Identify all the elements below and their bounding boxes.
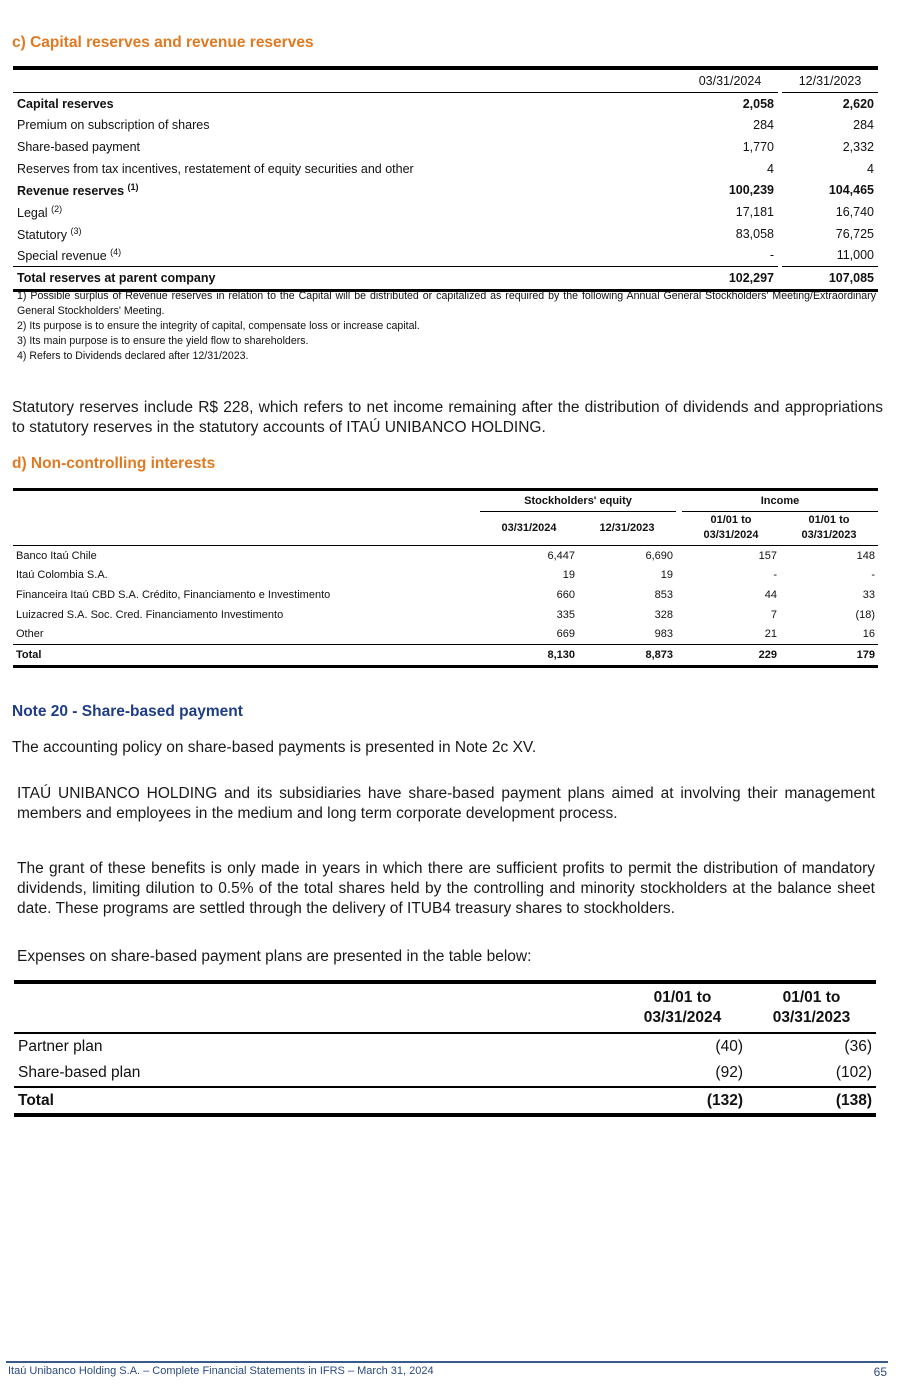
footnote-2: 2) Its purpose is to ensure the integrity of capital, compensate loss or increase capital. — [17, 320, 420, 332]
table-row — [14, 1060, 876, 1087]
share-based-expenses-table — [14, 980, 876, 1117]
row-label: Share-based plan — [18, 1064, 141, 1081]
table-row — [13, 223, 878, 245]
column-header: 03/31/2024 — [682, 68, 778, 92]
cell-value: 11,000 — [782, 245, 878, 267]
cell-value: 148 — [856, 549, 875, 562]
cell-value: 853 — [654, 589, 673, 602]
cell-value: 19 — [562, 569, 575, 582]
table-row — [13, 92, 878, 114]
cell-value: 6,690 — [645, 549, 673, 562]
statutory-paragraph: Statutory reserves include R$ 228, which refers to net income remaining after the distribution of dividends and appropriations to statutory reserves in the statutory accounts of ITAÚ UNIBANCO HOLDING. — [12, 399, 883, 436]
cell-value: - — [871, 569, 875, 582]
cell-value: 44 — [764, 589, 777, 602]
section-d-title: d) Non-controlling interests — [12, 455, 216, 472]
footnote-ref: (4) — [110, 247, 122, 258]
cell-value: 179 — [856, 648, 875, 661]
cell-value: 6,447 — [547, 549, 575, 562]
row-label: Premium on subscription of shares — [17, 118, 210, 133]
note-20-paragraph-3: Expenses on share-based payment plans are presented in the table below: — [17, 948, 532, 965]
footer-rule — [6, 1361, 888, 1363]
row-label: Total — [18, 1091, 54, 1109]
footer-text: Itaú Unibanco Holding S.A. – Complete Financial Statements in IFRS – March 31, 2024 — [8, 1365, 434, 1377]
cell-value: (92) — [715, 1064, 743, 1081]
header-line: 03/31/2024 — [643, 1009, 722, 1026]
footnote-ref: (2) — [51, 203, 63, 214]
cell-value: (40) — [715, 1038, 743, 1055]
footnote-3: 3) Its main purpose is to ensure the yield flow to shareholders. — [17, 335, 309, 347]
row-label: Special revenue — [17, 249, 107, 264]
cell-value: (132) — [706, 1091, 743, 1109]
row-label: Revenue reserves — [17, 184, 125, 199]
cell-value: 335 — [556, 608, 575, 621]
cell-value: 284 — [753, 118, 774, 133]
row-label: Share-based payment — [17, 139, 140, 154]
cell-value: 83,058 — [735, 226, 774, 241]
cell-value: - — [773, 569, 777, 582]
column-header — [780, 511, 878, 546]
cell-value: 4 — [867, 161, 874, 176]
table-row — [14, 1033, 876, 1060]
row-label: Other — [16, 628, 44, 641]
cell-value: 7 — [770, 608, 777, 621]
row-label: Statutory — [17, 227, 68, 242]
cell-value: 102,297 — [728, 271, 774, 286]
group-header-row — [13, 490, 878, 512]
table-row — [13, 624, 878, 644]
footnote-ref: (3) — [70, 225, 82, 236]
table-row — [13, 566, 878, 586]
cell-value: 1,770 — [742, 139, 774, 154]
cell-value: 2,332 — [842, 139, 874, 154]
cell-value: (102) — [835, 1064, 872, 1081]
cell-value: 19 — [660, 569, 673, 582]
cell-value: 4 — [767, 161, 774, 176]
group-header-income: Income — [682, 490, 878, 512]
row-label: Partner plan — [18, 1038, 103, 1055]
column-header — [682, 511, 780, 546]
cell-value: (138) — [835, 1091, 872, 1109]
row-label: Capital reserves — [17, 96, 114, 111]
cell-value: 157 — [758, 549, 777, 562]
total-row — [13, 267, 878, 291]
cell-value: 8,873 — [645, 648, 673, 661]
table-row — [13, 201, 878, 223]
cell-value: 33 — [862, 589, 875, 602]
header-line: 03/31/2024 — [703, 529, 759, 542]
cell-value: 107,085 — [828, 271, 874, 286]
footnote-ref: (1) — [127, 182, 139, 193]
footnotes — [17, 289, 876, 364]
row-label: Financeira Itaú CBD S.A. Crédito, Financiamento e Investimento — [16, 589, 331, 602]
row-label: Luizacred S.A. Soc. Cred. Financiamento Investimento — [16, 608, 284, 621]
page-number: 65 — [873, 1365, 887, 1379]
capital-reserves-table — [13, 66, 878, 292]
header-line: 01/01 to — [808, 514, 850, 527]
cell-value: 328 — [654, 608, 673, 621]
footnote-4: 4) Refers to Dividends declared after 12/31/2023. — [17, 350, 249, 362]
cell-value: 8,130 — [547, 648, 575, 661]
row-label: Itaú Colombia S.A. — [16, 569, 108, 582]
header-line: 01/01 to — [653, 989, 712, 1006]
table-row — [13, 585, 878, 605]
non-controlling-interests-table — [13, 488, 878, 668]
header-line: 01/01 to — [710, 514, 752, 527]
cell-value: 17,181 — [735, 204, 774, 219]
cell-value: 100,239 — [728, 183, 774, 198]
row-label: Legal — [17, 206, 48, 221]
column-header — [747, 982, 876, 1033]
note-20-intro: The accounting policy on share-based payments is presented in Note 2c XV. — [12, 739, 537, 756]
table-header-row — [13, 68, 878, 92]
table-row — [13, 114, 878, 136]
total-row — [14, 1087, 876, 1115]
column-header: 12/31/2023 — [782, 68, 878, 92]
row-label: Reserves from tax incentives, restatement of equity securities and other — [17, 161, 414, 176]
group-header-equity: Stockholders' equity — [480, 490, 676, 512]
row-label: Total reserves at parent company — [17, 271, 216, 286]
column-header: 12/31/2023 — [599, 522, 655, 535]
column-header — [618, 982, 747, 1033]
cell-value: 660 — [556, 589, 575, 602]
cell-value: 2,620 — [842, 96, 874, 111]
note-20-title: Note 20 - Share-based payment — [12, 703, 243, 720]
header-line: 01/01 to — [782, 989, 841, 1006]
cell-value: - — [682, 245, 778, 267]
table-row — [13, 136, 878, 158]
note-20-paragraph-2: The grant of these benefits is only made in years in which there are sufficient profits to permit the distribution of mandatory dividends, limiting dilution to 0.5% of the total shares held by the controlling and minority stockholders at the balance sheet date. These programs are settled through the delivery of ITUB4 treasury shares to stockholders. — [17, 860, 875, 917]
cell-value: 76,725 — [835, 226, 874, 241]
section-c-title: c) Capital reserves and revenue reserves — [12, 34, 314, 51]
cell-value: (18) — [855, 608, 875, 621]
cell-value: 16 — [862, 628, 875, 641]
table-row — [13, 245, 878, 267]
table-row — [13, 546, 878, 566]
cell-value: 21 — [764, 628, 777, 641]
footnote-1: 1) Possible surplus of Revenue reserves in relation to the Capital will be distributed or capitalized as required by the following Annual General Stockholders' Meeting/Extraordinary General Stockholders' Meeting. — [17, 290, 876, 317]
header-line: 03/31/2023 — [801, 529, 857, 542]
row-label: Banco Itaú Chile — [16, 549, 97, 562]
cell-value: 284 — [853, 118, 874, 133]
cell-value: 669 — [556, 628, 575, 641]
total-row — [13, 645, 878, 667]
column-header-row — [13, 511, 878, 546]
note-20-paragraph-1: ITAÚ UNIBANCO HOLDING and its subsidiaries have share-based payment plans aimed at involving their management members and employees in the medium and long term corporate development process. — [17, 785, 875, 822]
table-row — [13, 605, 878, 625]
row-label: Total — [16, 648, 42, 661]
cell-value: 104,465 — [828, 183, 874, 198]
cell-value: 229 — [758, 648, 777, 661]
cell-value: 2,058 — [742, 96, 774, 111]
table-row — [13, 179, 878, 201]
cell-value: 16,740 — [835, 204, 874, 219]
column-header-row — [14, 982, 876, 1033]
column-header: 03/31/2024 — [501, 522, 557, 535]
cell-value: (36) — [844, 1038, 872, 1055]
table-row — [13, 158, 878, 180]
cell-value: 983 — [654, 628, 673, 641]
header-line: 03/31/2023 — [772, 1009, 851, 1026]
